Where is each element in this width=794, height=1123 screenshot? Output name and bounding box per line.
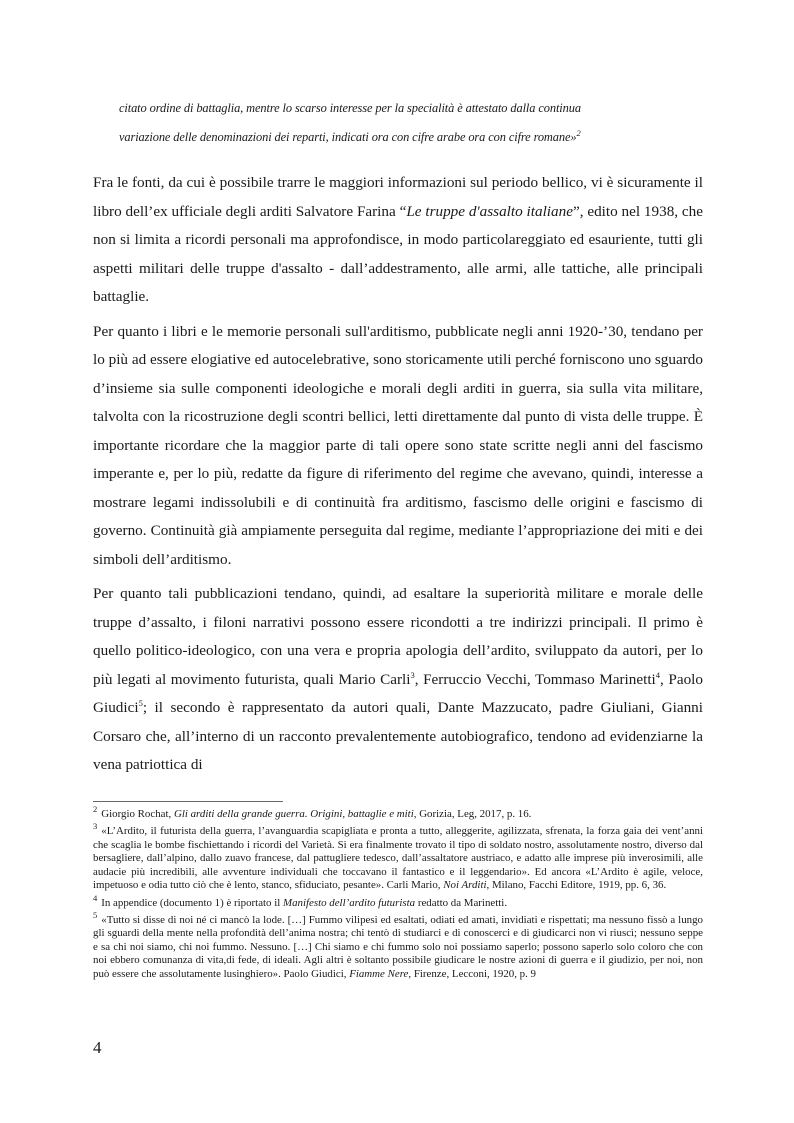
block-quote <box>119 96 629 150</box>
page-number: 4 <box>93 1038 102 1057</box>
footnote-2 <box>93 804 703 822</box>
paragraph-2: Per quanto i libri e le memorie personali sull'arditismo, pubblicate negli anni 1920-’30, tendano per lo più ad essere elogiative ed autocelebrative, sono storicamente utili perché forniscono uno sguardo d’insieme sia sulle componenti ideologiche e morali degli arditi in guerra, sia sulla vita militare, talvolta con la ricostruzione degli scontri bellici, letti direttamente dal punto di vista delle truppe. È importante ricordare che la maggior parte di tali opere sono state scritte negli anni del fascismo imperante e, per lo più, redatte da figure di riferimento del regime che avevano, quindi, interesse a mostrare legami indissolubili e di continuità fra arditismo, fascismo delle origini e fascismo di governo. Continuità già ampiamente perseguita dal regime, mediante l’appropriazione dei miti e dei simboli dell’arditismo. <box>93 322 703 568</box>
body-text <box>93 169 703 786</box>
footnote-ref-5[interactable]: 5 <box>138 697 143 708</box>
paragraph-1-text-a: Fra le fonti, da cui è possibile trarre le maggiori informazioni sul periodo bellico, vi è sicuramente il libro dell’ex ufficiale degli arditi Salvatore Farina “ <box>93 174 703 220</box>
footnote-text: «L’Ardito, il futurista della guerra, l’avanguardia scapigliata e pronta a tutto, alleggerite, agilizzata, sfrenata, la forza gaia dei vent’anni che scaglia le bombe fischiettando i ricordi del Varietà. Si era finalmente trovato il tipo di soldato nostro, assolutamente nostro, diverso dal bersagliere, dall’alpino, dallo zuavo francese, dal pattugliere tedesco, dall’assaltatore austriaco, e adatto alle imprese più inverosimili, alle audacie più incredibili, alle avventure individuali che toccavano il fantastico e il leggendario». Ed ancora «L’Ardito è agile, veloce, impetuoso e odia tutto ciò che è lento, stanco, sfiduciato, pesante». Carli Mario, <box>93 825 703 892</box>
footnote-text: «Tutto si disse di noi né ci mancò la lode. […] Fummo vilipesi ed esaltati, odiati ed amati, invidiati e rispettati; ma nessuno fissò a lungo gli sguardi della mente nella profondità dell’anima nostra; chi tentò di studiarci e di conoscerci e di giudicarci non vi riuscì; nessuno seppe e sa chi noi siamo, chi noi fummo. Nessuno. […] Chi siamo e chi fummo solo noi possiamo saperlo; possono saperlo solo coloro che con noi ebbero comunanza di vita,di fede, di ideali. Agli altri è soltanto possibile giudicare le nostre azioni di guerra e il giudizio, per noi, non può essere che assolutamente lusinghiero». Paolo Giudici, <box>93 913 703 981</box>
paragraph-3-text-a: Per quanto tali pubblicazioni tendano, quindi, ad esaltare la superiorità militare e morale delle truppe d’assalto, i filoni narrativi possono essere ricondotti a tre indirizzi principali. Il primo è quello politico-ideologico, con una vera e propria apologia dell’ardito, sviluppato da autori, per lo più legati al movimento futurista, quali Mario Carli <box>93 585 703 688</box>
footnote-number: 3 <box>93 821 98 832</box>
footnote-title: Manifesto dell’ardito futurista <box>283 896 416 909</box>
paragraph-1 <box>93 169 703 312</box>
footnote-text: redatto da Marinetti. <box>415 896 508 909</box>
paragraph-3-text-b: , Ferruccio Vecchi, Tommaso Marinetti <box>414 670 656 688</box>
footnote-4 <box>93 892 703 911</box>
paragraph-3-text-d: ; il secondo è rappresentato da autori quali, Dante Mazzucato, padre Giuliani, Gianni Corsaro che, all’interno di un racconto prevalentemente autobiografico, tendono ad evidenziarne la vena patriottica di <box>93 699 703 773</box>
footnote-5 <box>93 910 703 982</box>
footnote-separator <box>93 801 283 802</box>
footnote-number: 2 <box>93 804 98 815</box>
footnote-number: 5 <box>93 910 98 921</box>
footnote-ref-3[interactable]: 3 <box>410 669 415 680</box>
footnote-title: Fiamme Nere <box>349 968 409 981</box>
paragraph-1-text-b: ”, edito nel 1938, che non si limita a ricordi personali ma approfondisce, in modo particolareggiato ed esauriente, tutti gli aspetti militari delle truppe d'assalto - dall’addestramento, alle armi, alle tattiche, alle principali battaglie. <box>93 202 703 305</box>
footnote-number: 4 <box>93 892 98 903</box>
paragraph-3-text-c: , Paolo Giudici <box>93 670 703 716</box>
footnote-text: In appendice (documento 1) è riportato il <box>101 896 283 909</box>
footnote-text: , Firenze, Lecconi, 1920, p. 9 <box>408 968 536 981</box>
quote-line-2 <box>119 121 629 150</box>
footnote-ref-2[interactable]: 2 <box>576 128 581 138</box>
quote-line-2-text: variazione delle denominazioni dei reparti, indicati ora con cifre arabe ora con cifre romane» <box>119 130 577 145</box>
footnote-text: Gorizia, Leg, 2017, p. 16. <box>416 808 532 820</box>
book-title: Le truppe d'assalto italiane <box>406 202 573 220</box>
footnote-text: , Milano, Facchi Editore, 1919, pp. 6, 36. <box>486 879 667 892</box>
footnote-3 <box>93 821 703 893</box>
footnote-ref-4[interactable]: 4 <box>655 669 661 680</box>
footnote-title: Gli arditi della grande guerra. Origini, battaglie e miti, <box>173 808 417 820</box>
footnote-text: Giorgio Rochat, <box>101 808 174 820</box>
footnote-title: Noi Arditi <box>443 879 487 892</box>
quote-line-1: citato ordine di battaglia, mentre lo scarso interesse per la specialità è attestato dalla continua <box>119 101 581 115</box>
paragraph-3 <box>93 580 703 780</box>
footnotes <box>93 804 703 985</box>
